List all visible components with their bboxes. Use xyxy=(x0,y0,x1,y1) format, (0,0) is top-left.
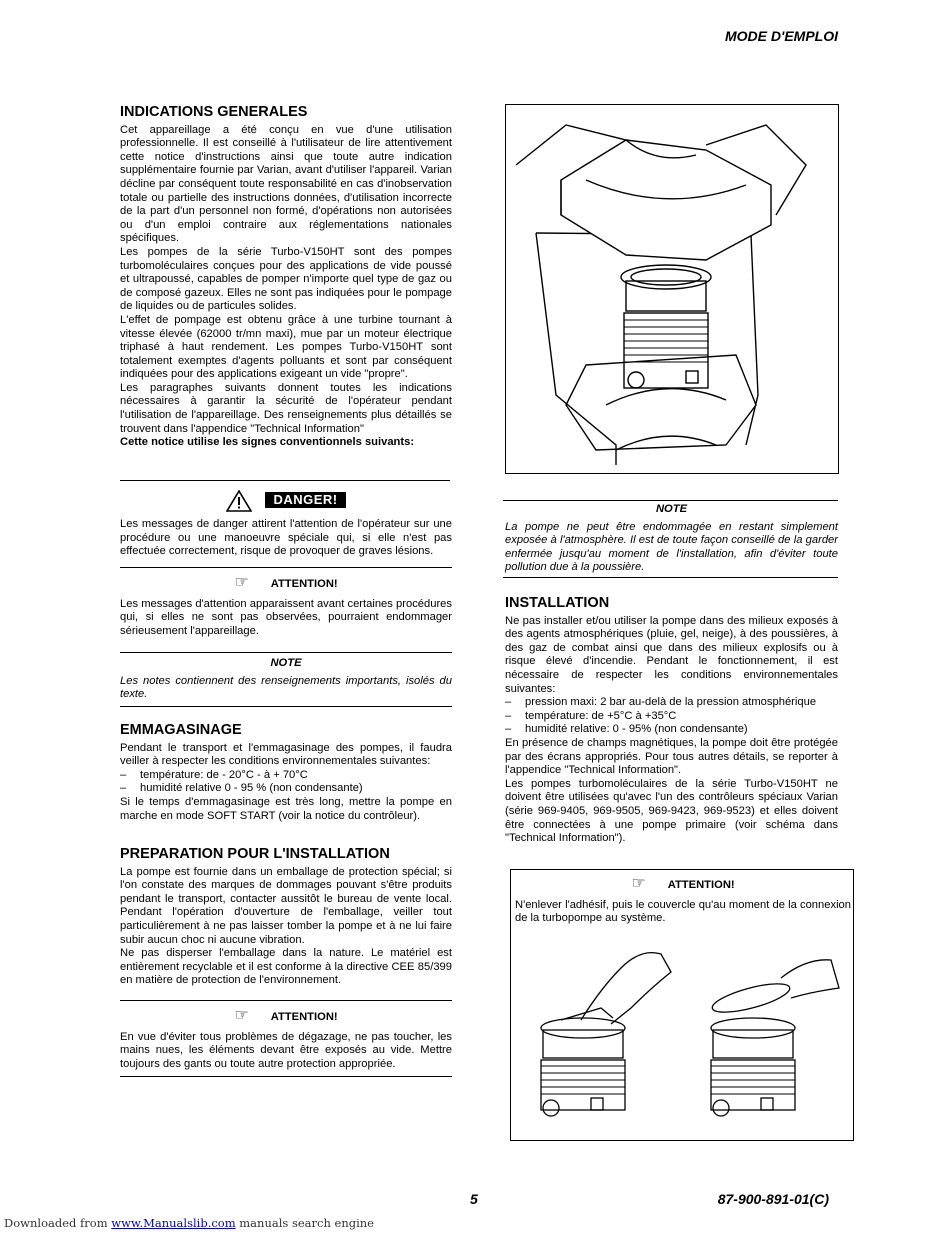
download-notice xyxy=(4,1216,374,1230)
list-item: – pression maxi: 2 bar au-delà de la pression atmosphérique xyxy=(505,696,838,710)
divider xyxy=(503,577,838,578)
paragraph: Les paragraphes suivants donnent toutes les indications nécessaires à garantir la sécurité de l'opérateur pendant l'utilisation de l'appareillage. Des renseignements plus détaillés se trouvent dans l'appendice "Technical Information" xyxy=(120,381,452,435)
note-label: NOTE xyxy=(270,657,302,669)
divider xyxy=(120,652,452,653)
section-preparation xyxy=(120,848,452,988)
note-block xyxy=(120,657,452,702)
section-storage xyxy=(120,724,452,823)
attention-label: ATTENTION! xyxy=(667,879,735,891)
list-item: – température: de +5°C à +35°C xyxy=(505,710,838,724)
attention-block xyxy=(120,1005,452,1071)
paragraph: Cet appareillage a été conçu en vue d'une utilisation professionnelle. Il est conseillé à l'utilisateur de lire attentivement cette notice d'instructions ainsi que toute autre indication supplémentaire fournie par Varian, avant d'utiliser l'appareil. Varian décline par conséquent toute responsabilité en cas d'inobservation totale ou partielle des instructions données, d'utilisation incorrecte de la part d'un personnel non formé, d'opérations non autorisées ou d'un emploi contraire aux réglementations nationales spécifiques. xyxy=(120,123,452,245)
attention-text: Les messages d'attention apparaissent avant certaines procédures qui, si elles ne sont pas observées, pourraient endommager sérieusement l'appareillage. xyxy=(120,597,452,637)
section-general xyxy=(120,106,452,450)
attention-box xyxy=(510,869,854,1141)
paragraph: Ne pas disperser l'emballage dans la nature. Le matériel est entièrement recyclable et il est conforme à la directive CEE 85/399 en matière de protection de l'environnement. xyxy=(120,947,452,987)
divider xyxy=(120,567,452,568)
divider xyxy=(503,500,838,501)
attention-text: N'enlever l'adhésif, puis le couvercle qu'au moment de la connexion de la turbopompe au système. xyxy=(515,898,851,925)
list-item: – humidité relative: 0 - 95% (non condensante) xyxy=(505,723,838,737)
attention-label: ATTENTION! xyxy=(270,1011,338,1023)
download-prefix: Downloaded from xyxy=(4,1216,108,1230)
paragraph: En présence de champs magnétiques, la pompe doit être protégée par des écrans appropriés. Pour tous autres détails, se reporter à l'appendice "Technical Information". xyxy=(505,736,838,777)
section-heading: INDICATIONS GENERALES xyxy=(120,104,308,120)
section-heading: EMMAGASINAGE xyxy=(120,722,242,738)
paragraph: Pendant le transport et l'emmagasinage des pompes, il faudra veiller à respecter les conditions environnementales suivantes: xyxy=(120,741,452,768)
paragraph-bold: Cette notice utilise les signes conventionnels suivants: xyxy=(120,436,415,449)
document-number: 87-900-891-01(C) xyxy=(717,1191,829,1207)
list-item: – humidité relative 0 - 95 % (non condensante) xyxy=(120,782,452,796)
pointing-hand-icon: ☞ xyxy=(234,1005,249,1024)
note-text: La pompe ne peut être endommagée en restant simplement exposée à l'atmosphère. Il est de toute façon conseillé de la garder enfermée jusqu'au moment de l'installation, afin d'éviter toute pollution due à la poussière. xyxy=(505,520,838,574)
divider xyxy=(120,480,450,481)
note-label: NOTE xyxy=(655,503,688,515)
divider xyxy=(120,1076,452,1077)
note-text: Les notes contiennent des renseignements importants, isolés du texte. xyxy=(120,674,452,701)
paragraph: L'effet de pompage est obtenu grâce à une turbine tournant à vitesse élevée (62000 tr/mn maxi), mue par un moteur électrique triphasé à haut rendement. Les pompes Turbo-V150HT sont totalement exemptes d'agents polluants et sont par conséquent indiquées pour des applications exigeant un vide "propre". xyxy=(120,313,452,381)
paragraph: Les pompes turbomoléculaires de la série Turbo-V150HT ne doivent être utilisées qu'avec l'un des contrôleurs spéciaux Varian (série 969-9405, 969-9505, 969-9423, 969-9523) et elles doivent être connectées à une pompe primaire (voir schéma dans "Technical Information"). xyxy=(505,777,838,845)
attention-label: ATTENTION! xyxy=(270,578,338,590)
paragraph: Ne pas installer et/ou utiliser la pompe dans des milieux exposés à des agents atmosphériques (pluie, gel, neige), à des poussières, à des gaz de combat ainsi que dans des milieux explosifs ou à risque élevé d'incendie. Pendant le fonctionnement, il est nécessaire de respecter les conditions environnementales suivantes: xyxy=(505,614,838,695)
download-suffix: manuals search engine xyxy=(239,1216,374,1230)
section-installation xyxy=(505,597,838,846)
page-header-title: MODE D'EMPLOI xyxy=(725,28,838,44)
danger-label: DANGER! xyxy=(265,492,345,508)
divider xyxy=(120,706,452,707)
pointing-hand-icon: ☞ xyxy=(631,873,646,892)
warning-triangle-icon xyxy=(226,490,252,512)
section-heading: PREPARATION POUR L'INSTALLATION xyxy=(120,846,390,862)
attention-block xyxy=(120,572,452,638)
attention-text: En vue d'éviter tous problèmes de dégazage, ne pas toucher, les mains nues, les éléments devant être exposés au vide. Mettre toujours des gants ou toute autre protection appropriée. xyxy=(120,1030,452,1070)
paragraph: Les pompes de la série Turbo-V150HT sont des pompes turbomoléculaires conçues pour des applications de vide poussé et ultrapoussé, capables de pomper n'importe quel type de gaz ou de composé gazeux. Elles ne sont pas indiquées pour le pompage de liquides ou de particules solides. xyxy=(120,245,452,313)
section-heading: INSTALLATION xyxy=(505,595,610,611)
paragraph: Si le temps d'emmagasinage est très long, mettre la pompe en marche en mode SOFT START (voir la notice du contrôleur). xyxy=(120,795,452,822)
pump-in-packaging-drawing xyxy=(506,105,838,473)
danger-block xyxy=(120,490,452,559)
paragraph: La pompe est fournie dans un emballage de protection spécial; si l'on constate des marques de dommages pouvant s'être produits pendant le transport, contacter aussitôt le bureau de vente local. Pendant l'opération d'ouverture de l'emballage, veiller tout particulièrement à ne pas laisser tomber la pompe et à ne lui faire subir aucun choc ni aucune vibration. xyxy=(120,865,452,946)
page-number: 5 xyxy=(470,1191,478,1207)
packaging-illustration xyxy=(505,104,839,474)
divider xyxy=(120,1000,452,1001)
danger-text: Les messages de danger attirent l'attention de l'opérateur sur une procédure ou une manoeuvre spéciale qui, si elle n'est pas effectuée correctement, risque de provoquer de graves lésions. xyxy=(120,518,452,558)
manualslib-link[interactable]: www.Manualslib.com xyxy=(111,1216,236,1230)
list-item: – température: de - 20°C - à + 70°C xyxy=(120,769,452,783)
note-block xyxy=(505,503,838,575)
cover-removal-drawing xyxy=(521,948,841,1134)
pointing-hand-icon: ☞ xyxy=(234,572,249,591)
